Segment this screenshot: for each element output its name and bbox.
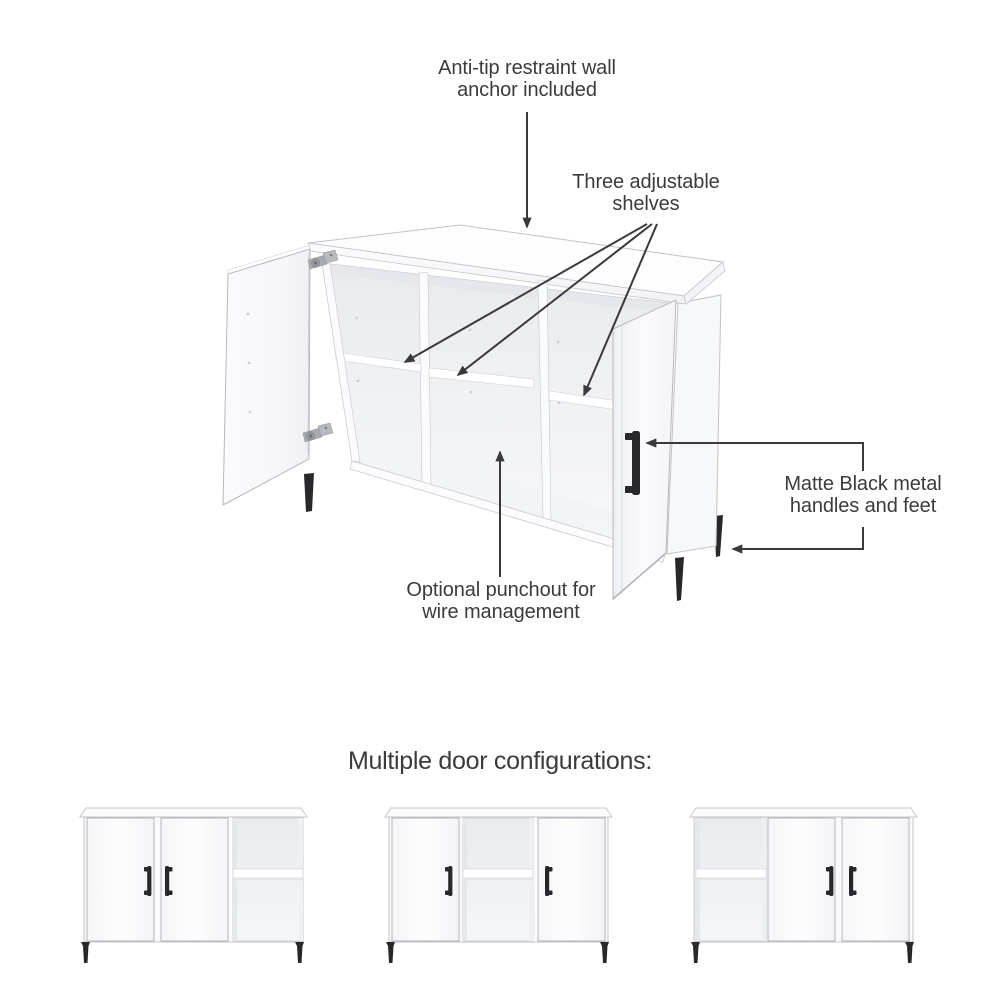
config-variant-3	[690, 808, 917, 963]
callout-wall-anchor-line2: anchor included	[457, 79, 597, 101]
foot-icon	[386, 942, 395, 963]
callout-wire-punchout-line1: Optional punchout for	[406, 579, 596, 601]
door-left	[87, 818, 154, 941]
thumb-top-slab	[385, 808, 612, 817]
arrow-foot	[733, 527, 863, 549]
foot-icon	[691, 942, 700, 963]
foot-icon	[81, 942, 90, 963]
thumb-top-slab	[80, 808, 307, 817]
foot-front-left	[304, 473, 314, 512]
callout-adjustable-shelves	[572, 171, 719, 215]
callout-wire-punchout-line2: wire management	[422, 601, 580, 623]
callout-wire-punchout	[406, 579, 595, 623]
callout-adjustable-shelves-line2: shelves	[612, 193, 680, 215]
callout-wall-anchor-line1: Anti-tip restraint wall	[438, 57, 616, 79]
thumb-top-slab	[690, 808, 917, 817]
foot-icon	[295, 942, 304, 963]
callout-adjustable-shelves-line1: Three adjustable	[572, 171, 720, 193]
door-middle	[768, 818, 835, 941]
callout-wall-anchor	[438, 57, 616, 101]
foot-front-right	[675, 557, 684, 601]
foot-icon	[600, 942, 609, 963]
callout-handles-feet-line1: Matte Black metal	[784, 473, 942, 495]
open-shelf-bay	[696, 818, 766, 941]
main-cabinet-illustration	[223, 225, 725, 601]
open-shelf-bay	[463, 818, 533, 941]
callout-handles-feet	[784, 473, 941, 517]
left-door-open	[223, 245, 310, 505]
foot-icon	[905, 942, 914, 963]
open-shelf-bay	[233, 818, 303, 941]
config-variant-2	[385, 808, 612, 963]
section-heading: Multiple door configurations:	[348, 747, 652, 775]
door-middle	[161, 818, 228, 941]
config-variant-1	[80, 808, 307, 963]
callout-handles-feet-line2: handles and feet	[789, 495, 937, 517]
